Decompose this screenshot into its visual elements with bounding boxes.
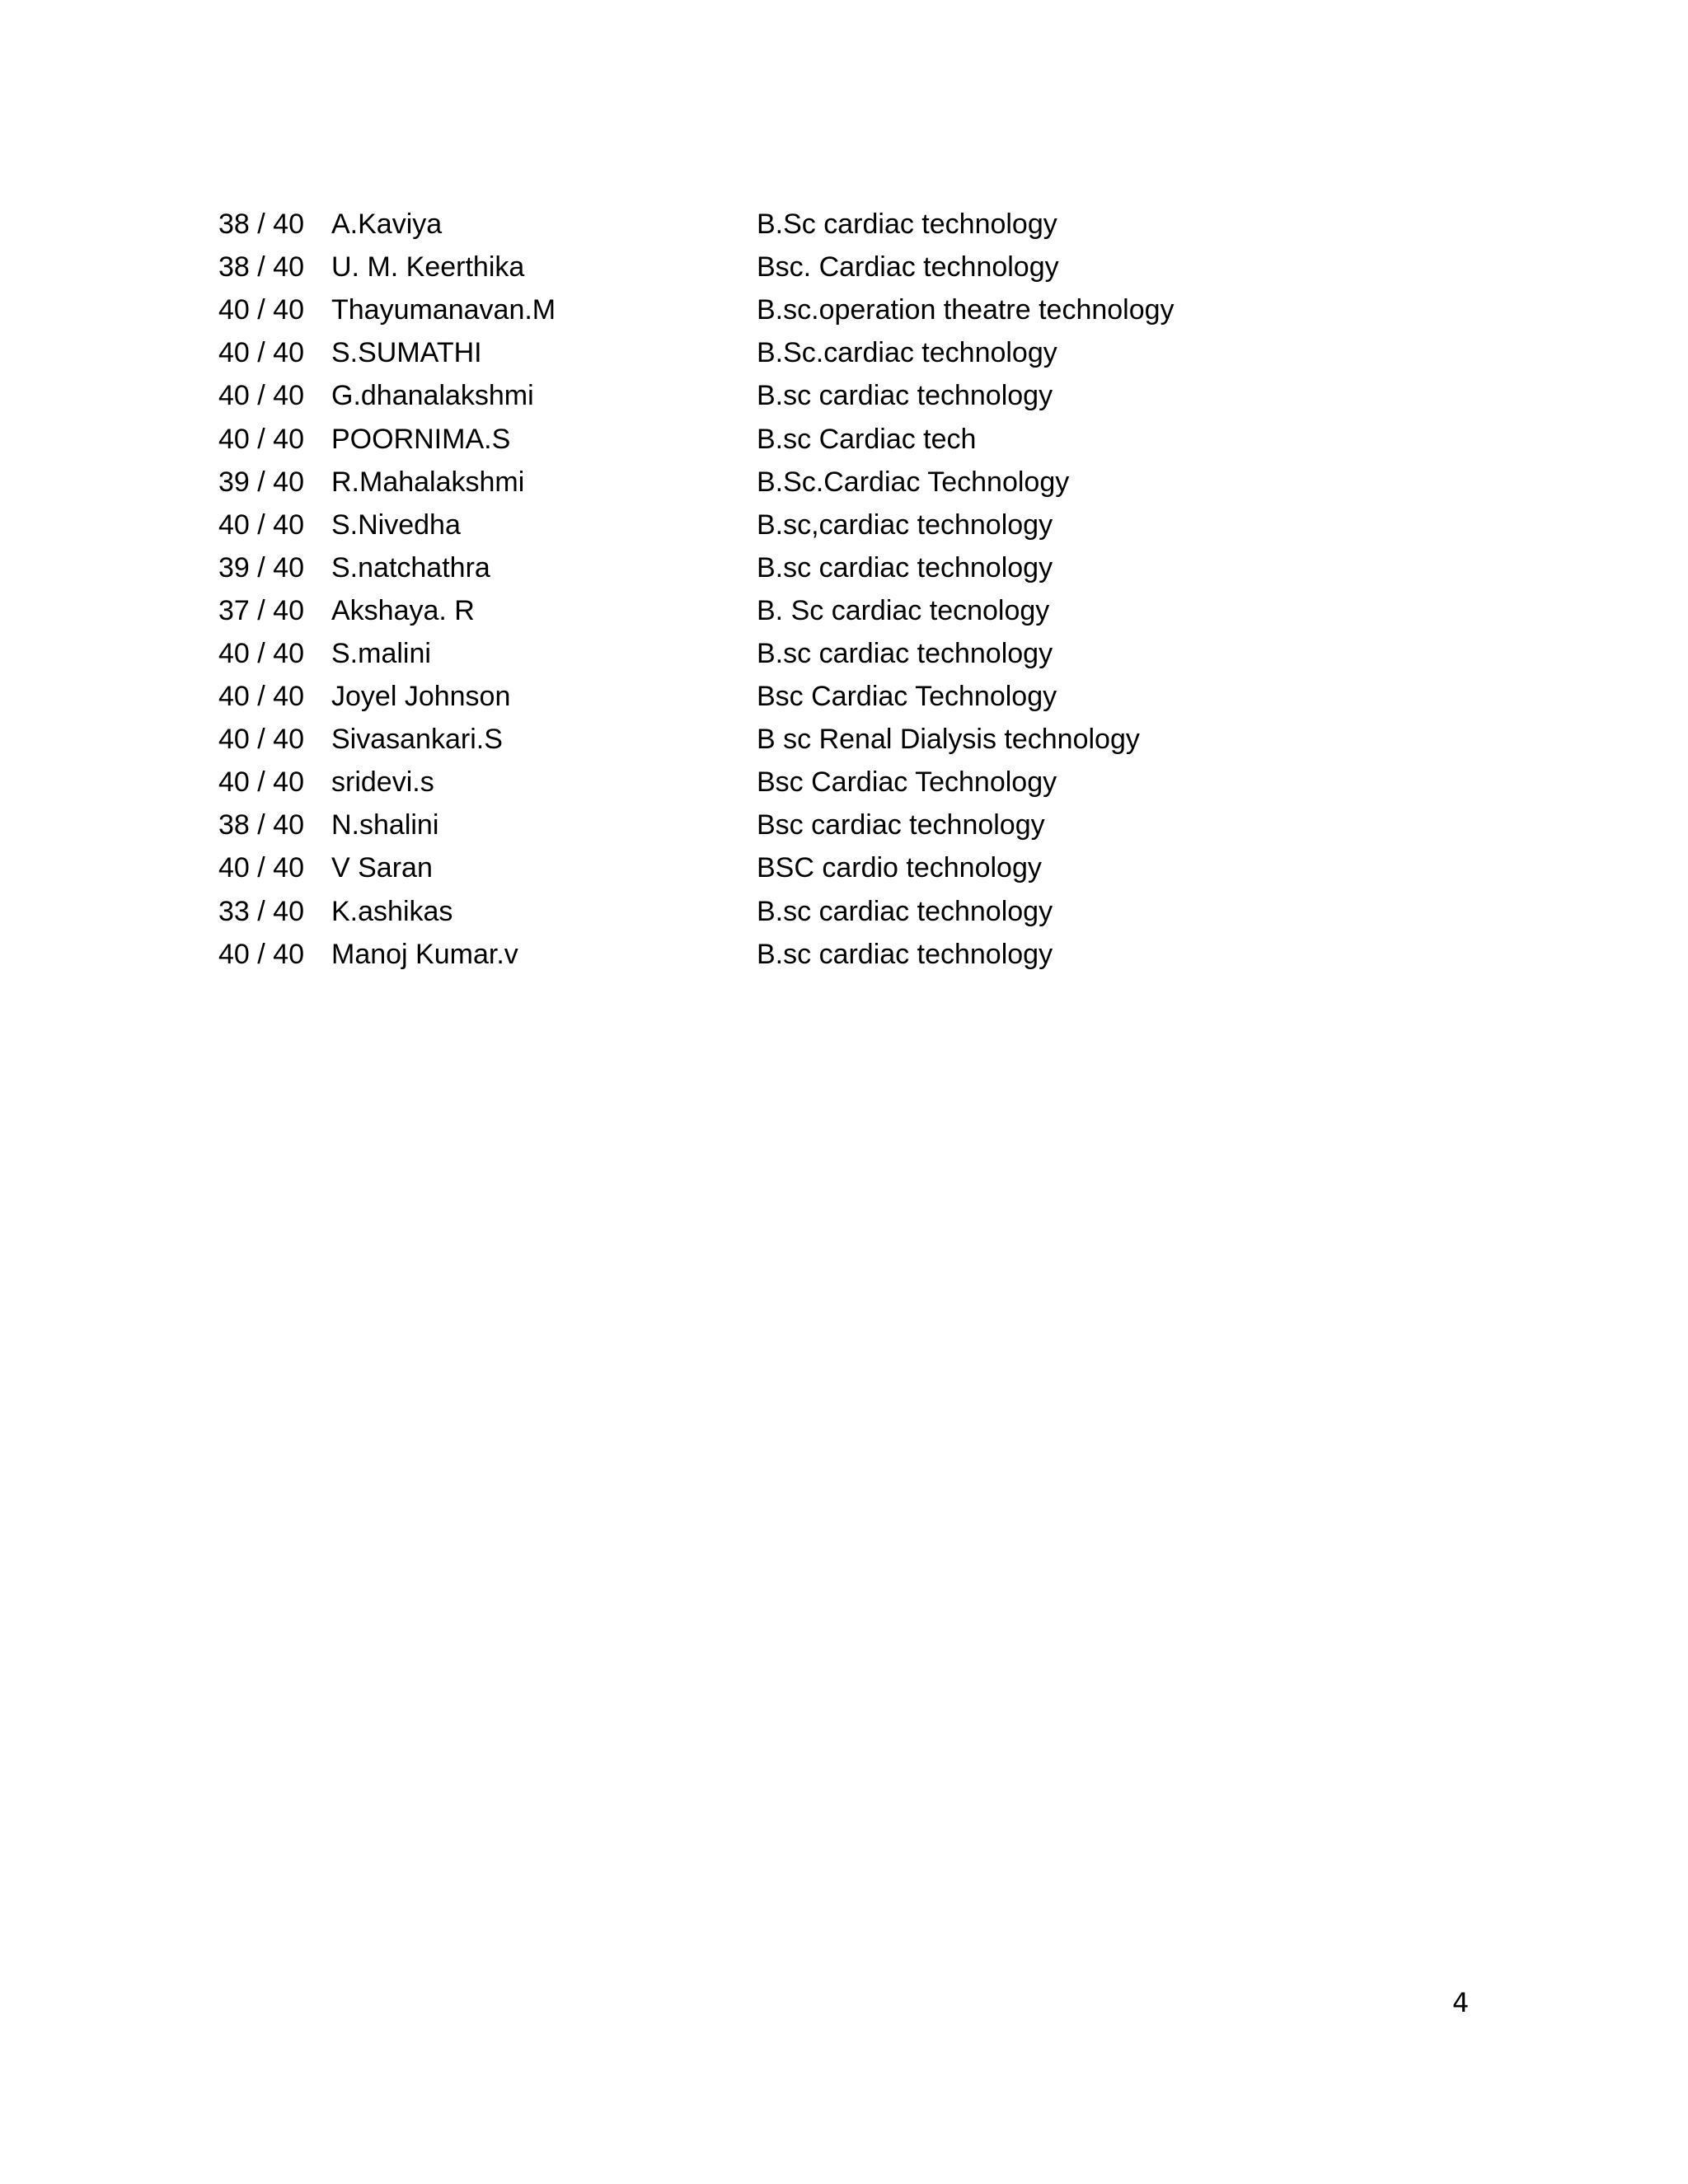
course-cell: Bsc Cardiac Technology — [757, 681, 1057, 713]
course-cell: Bsc cardiac technology — [757, 809, 1045, 841]
name-cell: U. M. Keerthika — [331, 251, 525, 284]
name-cell: N.shalini — [331, 809, 439, 841]
score-cell: 40 / 40 — [218, 423, 304, 455]
course-cell: B.Sc cardiac technology — [757, 209, 1057, 241]
name-cell: Sivasankari.S — [331, 724, 503, 756]
table-row — [218, 246, 1251, 288]
score-cell: 40 / 40 — [218, 294, 304, 326]
course-cell: Bsc. Cardiac technology — [757, 251, 1059, 284]
table-row — [218, 718, 1251, 761]
score-cell: 39 / 40 — [218, 551, 304, 583]
course-cell: Bsc Cardiac Technology — [757, 766, 1057, 799]
score-cell: 39 / 40 — [218, 466, 304, 498]
table-row — [218, 546, 1251, 589]
course-cell: B.sc,cardiac technology — [757, 509, 1053, 541]
score-cell: 38 / 40 — [218, 209, 304, 241]
course-cell: B.sc cardiac technology — [757, 551, 1053, 583]
name-cell: sridevi.s — [331, 766, 434, 799]
course-cell: B sc Renal Dialysis technology — [757, 724, 1140, 756]
score-cell: 38 / 40 — [218, 251, 304, 284]
score-cell: 40 / 40 — [218, 337, 304, 369]
score-cell: 40 / 40 — [218, 938, 304, 970]
score-cell: 40 / 40 — [218, 509, 304, 541]
name-cell: S.Nivedha — [331, 509, 461, 541]
table-row — [218, 203, 1251, 246]
score-cell: 40 / 40 — [218, 681, 304, 713]
score-cell: 40 / 40 — [218, 766, 304, 799]
name-cell: V Saran — [331, 852, 433, 884]
table-row — [218, 804, 1251, 846]
table-row — [218, 846, 1251, 889]
name-cell: Manoj Kumar.v — [331, 938, 518, 970]
course-cell: B.sc cardiac technology — [757, 938, 1053, 970]
name-cell: S.SUMATHI — [331, 337, 482, 369]
table-row — [218, 675, 1251, 718]
page-number: 4 — [1452, 1987, 1470, 2018]
score-cell: 40 / 40 — [218, 637, 304, 669]
name-cell: S.natchathra — [331, 551, 490, 583]
table-row — [218, 461, 1251, 504]
course-cell: B.sc cardiac technology — [757, 380, 1053, 412]
table-row — [218, 632, 1251, 675]
name-cell: Joyel Johnson — [331, 681, 511, 713]
score-cell: 40 / 40 — [218, 852, 304, 884]
course-cell: B.Sc.Cardiac Technology — [757, 466, 1070, 498]
table-row — [218, 589, 1251, 632]
table-row — [218, 761, 1251, 804]
name-cell: K.ashikas — [331, 895, 453, 927]
table-row — [218, 331, 1251, 374]
score-cell: 37 / 40 — [218, 594, 304, 626]
table-row — [218, 417, 1251, 460]
course-cell: B.sc cardiac technology — [757, 895, 1053, 927]
score-cell: 38 / 40 — [218, 809, 304, 841]
score-cell: 40 / 40 — [218, 380, 304, 412]
score-cell: 33 / 40 — [218, 895, 304, 927]
name-cell: A.Kaviya — [331, 209, 443, 241]
score-cell: 40 / 40 — [218, 724, 304, 756]
course-cell: B.sc.operation theatre technology — [757, 294, 1175, 326]
course-cell: B.Sc.cardiac technology — [757, 337, 1057, 369]
name-cell: POORNIMA.S — [331, 423, 511, 455]
name-cell: Thayumanavan.M — [331, 294, 556, 326]
name-cell: G.dhanalakshmi — [331, 380, 534, 412]
results-table-body — [218, 203, 1251, 976]
table-row — [218, 890, 1251, 933]
table-row — [218, 374, 1251, 417]
course-cell: BSC cardio technology — [757, 852, 1042, 884]
name-cell: S.malini — [331, 637, 431, 669]
table-row — [218, 504, 1251, 546]
course-cell: B. Sc cardiac tecnology — [757, 594, 1050, 626]
course-cell: B.sc Cardiac tech — [757, 423, 977, 455]
name-cell: R.Mahalakshmi — [331, 466, 525, 498]
course-cell: B.sc cardiac technology — [757, 637, 1053, 669]
name-cell: Akshaya. R — [331, 594, 475, 626]
table-row — [218, 933, 1251, 976]
results-table — [218, 203, 1251, 976]
table-row — [218, 288, 1251, 331]
